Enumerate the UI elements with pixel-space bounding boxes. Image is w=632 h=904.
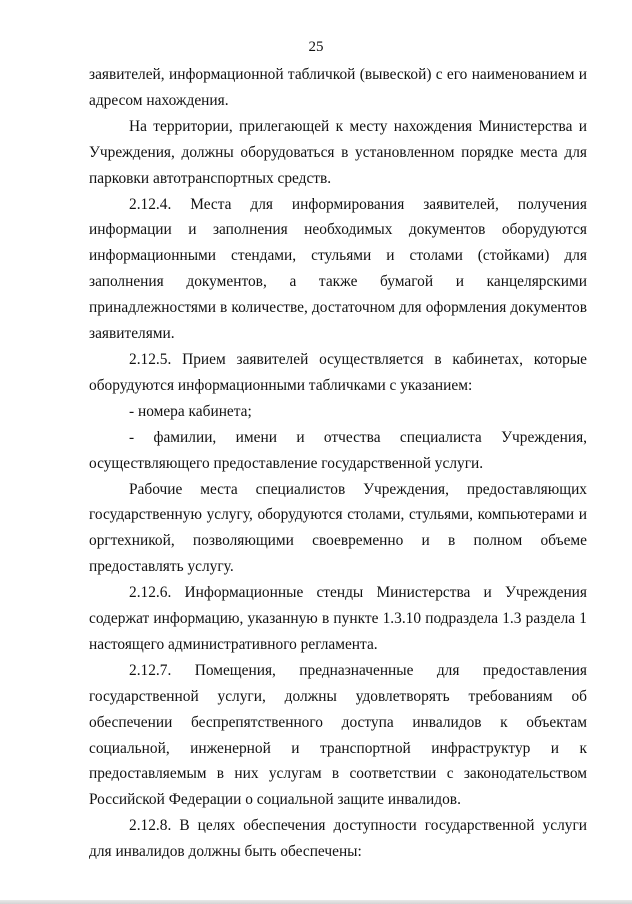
page-number: 25 [308, 39, 324, 55]
scan-bottom-edge [0, 900, 632, 904]
paragraph-applicants-sign: заявителей, информационной табличкой (вывеской) с его наименованием и адресом нахождения. [89, 66, 587, 109]
paragraph-workplaces: Рабочие места специалистов Учреждения, предоставляющих государственную услугу, оборудуются столами, стульями, компьютерами и оргтехникой, позволяющими своевременно и в полном объеме предоставлять услугу. [89, 480, 587, 576]
paragraph-2-12-7: 2.12.7. Помещения, предназначенные для предоставления государственной услуги, должны удовлетворять требованиям об обеспечении беспрепятственного доступа инвалидов к объектам социальной, инженерной и транспортной инфраструктур и к предоставляемым в них услугам в соответствии с законодательством Российской Федерации о социальной защите инвалидов. [89, 661, 587, 809]
list-item-specialist-name: - фамилии, имени и отчества специалиста Учреждения, осуществляющего предоставление государственной услуги. [89, 428, 587, 472]
paragraph-2-12-4: 2.12.4. Места для информирования заявителей, получения информации и заполнения необходимых документов оборудуются информационными стендами, стульями и столами (стойками) для заполнения документов, а также бумагой и канцелярскими принадлежностями в количестве, достаточном для оформления документов заявителями. [89, 195, 587, 343]
paragraph-2-12-6: 2.12.6. Информационные стенды Министерства и Учреждения содержат информацию, указанную в пункте 1.3.10 подраздела 1.3 раздела 1 настоящего административного регламента. [89, 584, 587, 653]
list-item-room-number: - номера кабинета; [129, 402, 252, 420]
paragraph-2-12-8: 2.12.8. В целях обеспечения доступности государственной услуги для инвалидов должны быть обеспечены: [89, 817, 587, 861]
paragraph-parking: На территории, прилегающей к месту нахождения Министерства и Учреждения, должны оборудоваться в установленном порядке места для парковки автотранспортных средств. [89, 117, 587, 187]
paragraph-2-12-5: 2.12.5. Прием заявителей осуществляется в кабинетах, которые оборудуются информационными табличками с указанием: [89, 350, 587, 394]
document-body [89, 62, 587, 865]
